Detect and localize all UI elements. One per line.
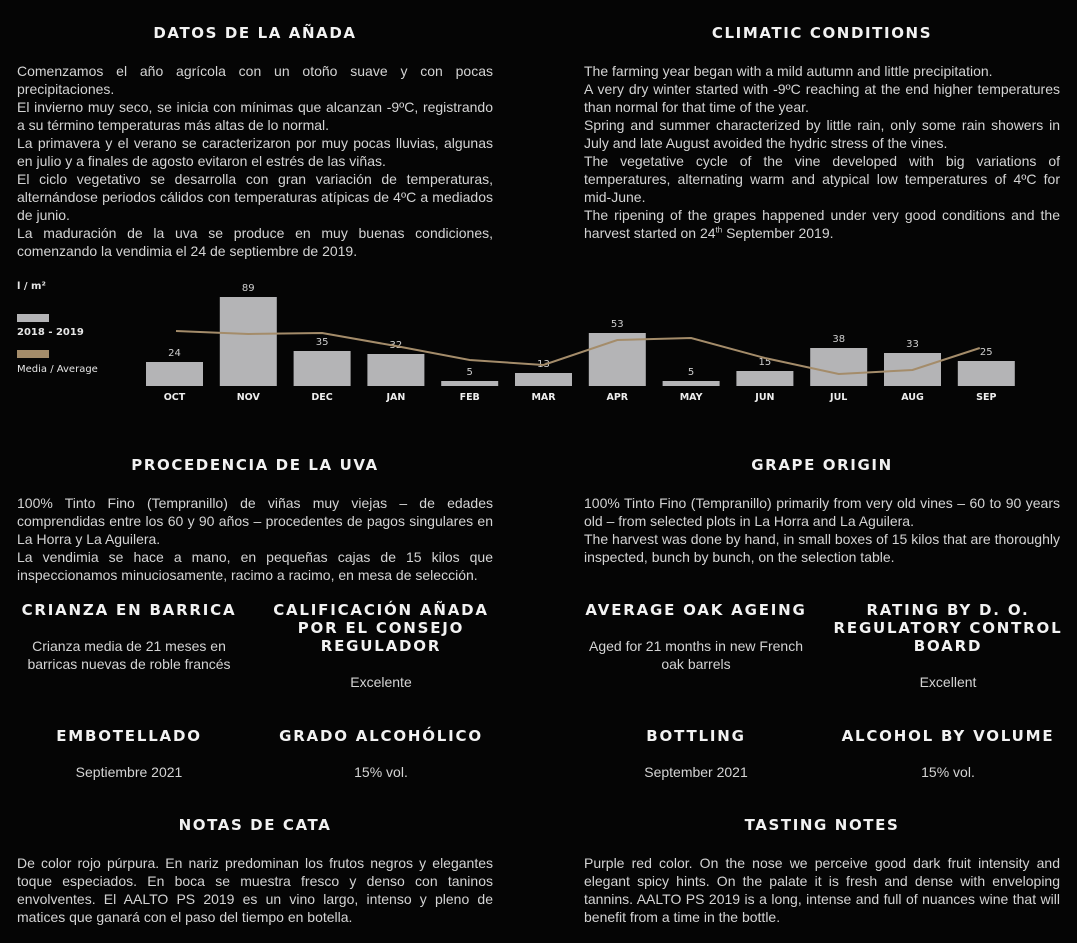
value-label-feb: 5 <box>466 367 473 378</box>
bar-nov <box>220 297 277 386</box>
rating-value-es: Excelente <box>350 674 412 690</box>
value-label-nov: 89 <box>241 283 255 294</box>
alcohol-title-en: ALCOHOL BY VOLUME <box>841 727 1055 745</box>
climate-title-en: CLIMATIC CONDITIONS <box>711 24 933 42</box>
value-label-oct: 24 <box>168 348 181 359</box>
value-label-jan: 32 <box>389 340 403 351</box>
climate-line-4: The vegetative cycle of the vine developed with big variations of temperatures, alternating warm and atypical low temperatures of 4ºC for mid-June. <box>584 153 1060 205</box>
climate-line-1: The farming year began with a mild autumn and little precipitation. <box>584 63 993 79</box>
tick-label-feb: FEB <box>459 392 480 403</box>
bar-jan <box>367 354 424 386</box>
bar-feb <box>441 381 498 386</box>
tasting-text-es: De color rojo púrpura. En nariz predominan los frutos negros y elegantes toque especiados. En boca se muestra fresco y denso con taninos envolventes. El AALTO PS 2019 es un vino largo, intenso y pleno de matices que ganará con el paso del tiempo en botella. <box>17 855 493 925</box>
tick-label-may: MAY <box>679 392 703 403</box>
origin-title-es: PROCEDENCIA DE LA UVA <box>131 456 379 474</box>
origin-title-en: GRAPE ORIGIN <box>751 456 893 474</box>
rating-title-en: RATING BY D. O. REGULATORY CONTROL BOARD <box>833 601 1063 655</box>
origin-line-1: 100% Tinto Fino (Tempranillo) de viñas muy viejas – de edades comprendidas entre los 60 y 90 años – procedentes de pagos singulares en La Horra y La Aguilera. <box>17 495 493 547</box>
vintage-line-5: La maduración de la uva se produce en muy buenas condiciones, comenzando la vendimia el 24 de septiembre de 2019. <box>17 225 493 259</box>
origin-text-es <box>17 494 493 584</box>
value-label-dec: 35 <box>315 337 329 348</box>
bottling-title-en: BOTTLING <box>646 727 746 745</box>
vintage-line-4: El ciclo vegetativo se desarrolla con gran variación de temperaturas, alternándose periodos cálidos con temperaturas atípicas de 4ºC a mediados de junio. <box>17 171 493 223</box>
ageing-value-es: Crianza media de 21 meses en barricas nuevas de roble francés <box>27 638 231 672</box>
bottling-value-en: September 2021 <box>644 764 748 780</box>
vintage-text-es <box>17 62 493 260</box>
rating-value-en: Excellent <box>919 674 977 690</box>
origin-line-en-1: 100% Tinto Fino (Tempranillo) primarily from very old vines – 60 to 90 years old – from selected plots in La Horra and La Aguilera. <box>584 495 1060 529</box>
bottling-title-es: EMBOTELLADO <box>56 727 202 745</box>
bar-sep <box>958 361 1015 386</box>
alcohol-value-en: 15% vol. <box>921 764 975 780</box>
vintage-line-1: Comenzamos el año agrícola con un otoño suave y con pocas precipitaciones. <box>17 63 493 97</box>
vintage-title-es: DATOS DE LA AÑADA <box>153 24 357 42</box>
tick-label-jan: JAN <box>386 392 406 403</box>
value-label-jun: 15 <box>758 357 772 368</box>
bar-jun <box>736 371 793 386</box>
ageing-title-es: CRIANZA EN BARRICA <box>21 601 237 619</box>
climate-line-3: Spring and summer characterized by little rain, only some rain showers in July and late August avoided the hydric stress of the vines. <box>584 117 1060 151</box>
bar-jul <box>810 348 867 386</box>
vintage-line-2: El invierno muy seco, se inicia con mínimas que alcanzan -9ºC, registrando a su término temperaturas más altas de lo normal. <box>17 99 493 133</box>
tick-label-nov: NOV <box>236 392 260 403</box>
origin-text-en <box>584 494 1060 566</box>
tick-label-sep: SEP <box>976 392 997 403</box>
rainfall-chart <box>0 270 1077 410</box>
climate-text-en <box>584 62 1060 242</box>
tick-label-jul: JUL <box>830 392 848 403</box>
value-label-aug: 33 <box>906 339 919 350</box>
origin-line-en-2: The harvest was done by hand, in small boxes of 15 kilos that are thoroughly inspected, bunch by bunch, on the selection table. <box>584 531 1060 565</box>
tick-label-aug: AUG <box>901 392 924 403</box>
legend-label-bars: 2018 - 2019 <box>17 327 84 338</box>
value-label-jul: 38 <box>832 334 846 345</box>
value-label-may: 5 <box>687 367 695 378</box>
tick-label-jun: JUN <box>755 392 775 403</box>
value-label-sep: 25 <box>979 347 993 358</box>
climate-line-2: A very dry winter started with -9ºC reaching at the end higher temperatures than normal for that time of the year. <box>584 81 1060 115</box>
climate-line-5 <box>584 206 1060 242</box>
bottling-value-es: Septiembre 2021 <box>75 764 183 780</box>
alcohol-title-es: GRADO ALCOHÓLICO <box>279 727 483 745</box>
bar-dec <box>294 351 351 386</box>
value-label-mar: 13 <box>537 359 550 370</box>
tick-label-apr: APR <box>606 392 629 403</box>
chart-unit-label: l / m² <box>17 281 46 292</box>
alcohol-value-es: 15% vol. <box>354 764 408 780</box>
tick-label-mar: MAR <box>531 392 556 403</box>
ageing-value-en: Aged for 21 months in new French oak barrels <box>588 638 803 672</box>
tasting-title-es: NOTAS DE CATA <box>178 816 332 834</box>
ageing-title-en: AVERAGE OAK AGEING <box>585 601 807 619</box>
tasting-title-en: TASTING NOTES <box>744 816 900 834</box>
climate-line-5-sup: th <box>715 225 723 235</box>
legend-label-average: Media / Average <box>17 364 98 375</box>
vintage-line-3: La primavera y el verano se caracterizaron por muy pocas lluvias, algunas en julio y a finales de agosto evitaron el estrés de las viñas. <box>17 135 493 169</box>
bar-oct <box>146 362 203 386</box>
origin-line-2: La vendimia se hace a mano, en pequeñas cajas de 15 kilos que inspeccionamos minuciosamente, racimo a racimo, en mesa de selección. <box>17 549 493 583</box>
climate-line-5-b: September 2019. <box>722 225 834 241</box>
rating-title-es: CALIFICACIÓN AÑADA POR EL CONSEJO REGULADOR <box>273 601 489 655</box>
bar-mar <box>515 373 572 386</box>
tick-label-dec: DEC <box>311 392 333 403</box>
bar-may <box>663 381 720 386</box>
tick-label-oct: OCT <box>163 392 186 403</box>
climate-line-5-a: The ripening of the grapes happened under very good conditions and the harvest started on 24 <box>584 207 1060 241</box>
value-label-apr: 53 <box>610 319 624 330</box>
tasting-text-en: Purple red color. On the nose we perceive good dark fruit intensity and elegant spicy hints. On the palate it is fresh and dense with enveloping tannins. AALTO PS 2019 is a long, intense and full of nuances wine that will benefit from a time in the bottle. <box>584 855 1060 925</box>
